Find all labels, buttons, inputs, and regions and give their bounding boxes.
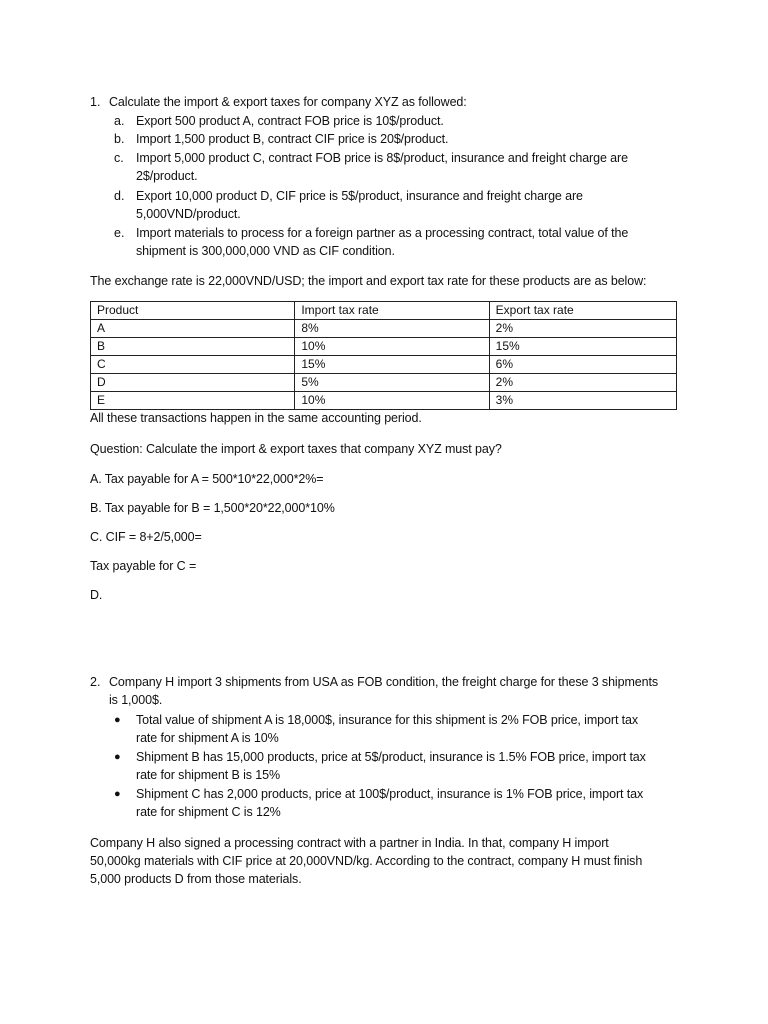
q1-item-b-text: Import 1,500 product B, contract CIF price is 20$/product. — [136, 132, 449, 146]
q1-item-c-text-cont: 2$/product. — [136, 169, 198, 183]
q2-bullet-a-cont: rate for shipment A is 10% — [136, 731, 279, 745]
table-header-cell: Import tax rate — [295, 302, 489, 320]
q1-item-b-label: b. — [114, 132, 125, 146]
table-cell: A — [91, 320, 295, 338]
q1-item-a-label: a. — [114, 114, 125, 128]
q1-item-c-text: Import 5,000 product C, contract FOB price is 8$/product, insurance and freight charge are — [136, 151, 628, 165]
table-row — [91, 320, 677, 338]
bullet-icon: ● — [114, 751, 121, 763]
q1-number: 1. — [90, 95, 101, 109]
same-period-note: All these transactions happen in the same accounting period. — [90, 411, 422, 425]
tax-rate-table — [90, 301, 677, 410]
q1-item-e-text: Import materials to process for a foreign partner as a processing contract, total value of the — [136, 226, 629, 240]
table-row — [91, 374, 677, 392]
q2-paragraph-line: Company H also signed a processing contract with a partner in India. In that, company H import — [90, 836, 609, 850]
table-cell: 10% — [295, 392, 489, 410]
table-cell: 8% — [295, 320, 489, 338]
question-text: Question: Calculate the import & export taxes that company XYZ must pay? — [90, 442, 502, 456]
q2-paragraph-line: 50,000kg materials with CIF price at 20,000VND/kg. According to the contract, company H must finish — [90, 854, 643, 868]
answer-line-c: C. CIF = 8+2/5,000= — [90, 530, 202, 544]
table-cell: 5% — [295, 374, 489, 392]
table-cell: 10% — [295, 338, 489, 356]
q2-bullet-c: Shipment C has 2,000 products, price at 100$/product, insurance is 1% FOB price, import tax — [136, 787, 644, 801]
answer-line-b: B. Tax payable for B = 1,500*20*22,000*10% — [90, 501, 335, 515]
table-cell: 2% — [489, 374, 676, 392]
q2-paragraph-line: 5,000 products D from those materials. — [90, 872, 302, 886]
q1-item-e-label: e. — [114, 226, 125, 240]
q2-bullet-c-cont: rate for shipment C is 12% — [136, 805, 281, 819]
table-header-cell: Export tax rate — [489, 302, 676, 320]
q2-intro: Company H import 3 shipments from USA as FOB condition, the freight charge for these 3 shipments — [109, 675, 658, 689]
q2-intro-cont: is 1,000$. — [109, 693, 163, 707]
table-cell: 6% — [489, 356, 676, 374]
bullet-icon: ● — [114, 714, 121, 726]
q1-intro: Calculate the import & export taxes for company XYZ as followed: — [109, 95, 467, 109]
table-cell: 2% — [489, 320, 676, 338]
table-cell: 3% — [489, 392, 676, 410]
bullet-icon: ● — [114, 788, 121, 800]
q1-item-d-label: d. — [114, 189, 125, 203]
q2-bullet-b-cont: rate for shipment B is 15% — [136, 768, 280, 782]
table-row — [91, 338, 677, 356]
exchange-rate-text: The exchange rate is 22,000VND/USD; the import and export tax rate for these products are as below: — [90, 274, 647, 288]
answer-line-d: D. — [90, 588, 103, 602]
q2-bullet-b: Shipment B has 15,000 products, price at 5$/product, insurance is 1.5% FOB price, import tax — [136, 750, 646, 764]
table-row — [91, 392, 677, 410]
q2-bullet-a: Total value of shipment A is 18,000$, insurance for this shipment is 2% FOB price, import tax — [136, 713, 639, 727]
table-cell: E — [91, 392, 295, 410]
table-cell: 15% — [295, 356, 489, 374]
q1-item-e-text-cont: shipment is 300,000,000 VND as CIF condition. — [136, 244, 395, 258]
table-cell: D — [91, 374, 295, 392]
table-row — [91, 356, 677, 374]
table-cell: B — [91, 338, 295, 356]
q1-item-d-text-cont: 5,000VND/product. — [136, 207, 241, 221]
answer-line-c-tax: Tax payable for C = — [90, 559, 197, 573]
table-cell: C — [91, 356, 295, 374]
q1-item-c-label: c. — [114, 151, 124, 165]
q1-item-a-text: Export 500 product A, contract FOB price is 10$/product. — [136, 114, 444, 128]
answer-line-a: A. Tax payable for A = 500*10*22,000*2%= — [90, 472, 324, 486]
q2-number: 2. — [90, 675, 101, 689]
table-cell: 15% — [489, 338, 676, 356]
table-header-cell: Product — [91, 302, 295, 320]
q1-item-d-text: Export 10,000 product D, CIF price is 5$/product, insurance and freight charge are — [136, 189, 583, 203]
table-header-row — [91, 302, 677, 320]
